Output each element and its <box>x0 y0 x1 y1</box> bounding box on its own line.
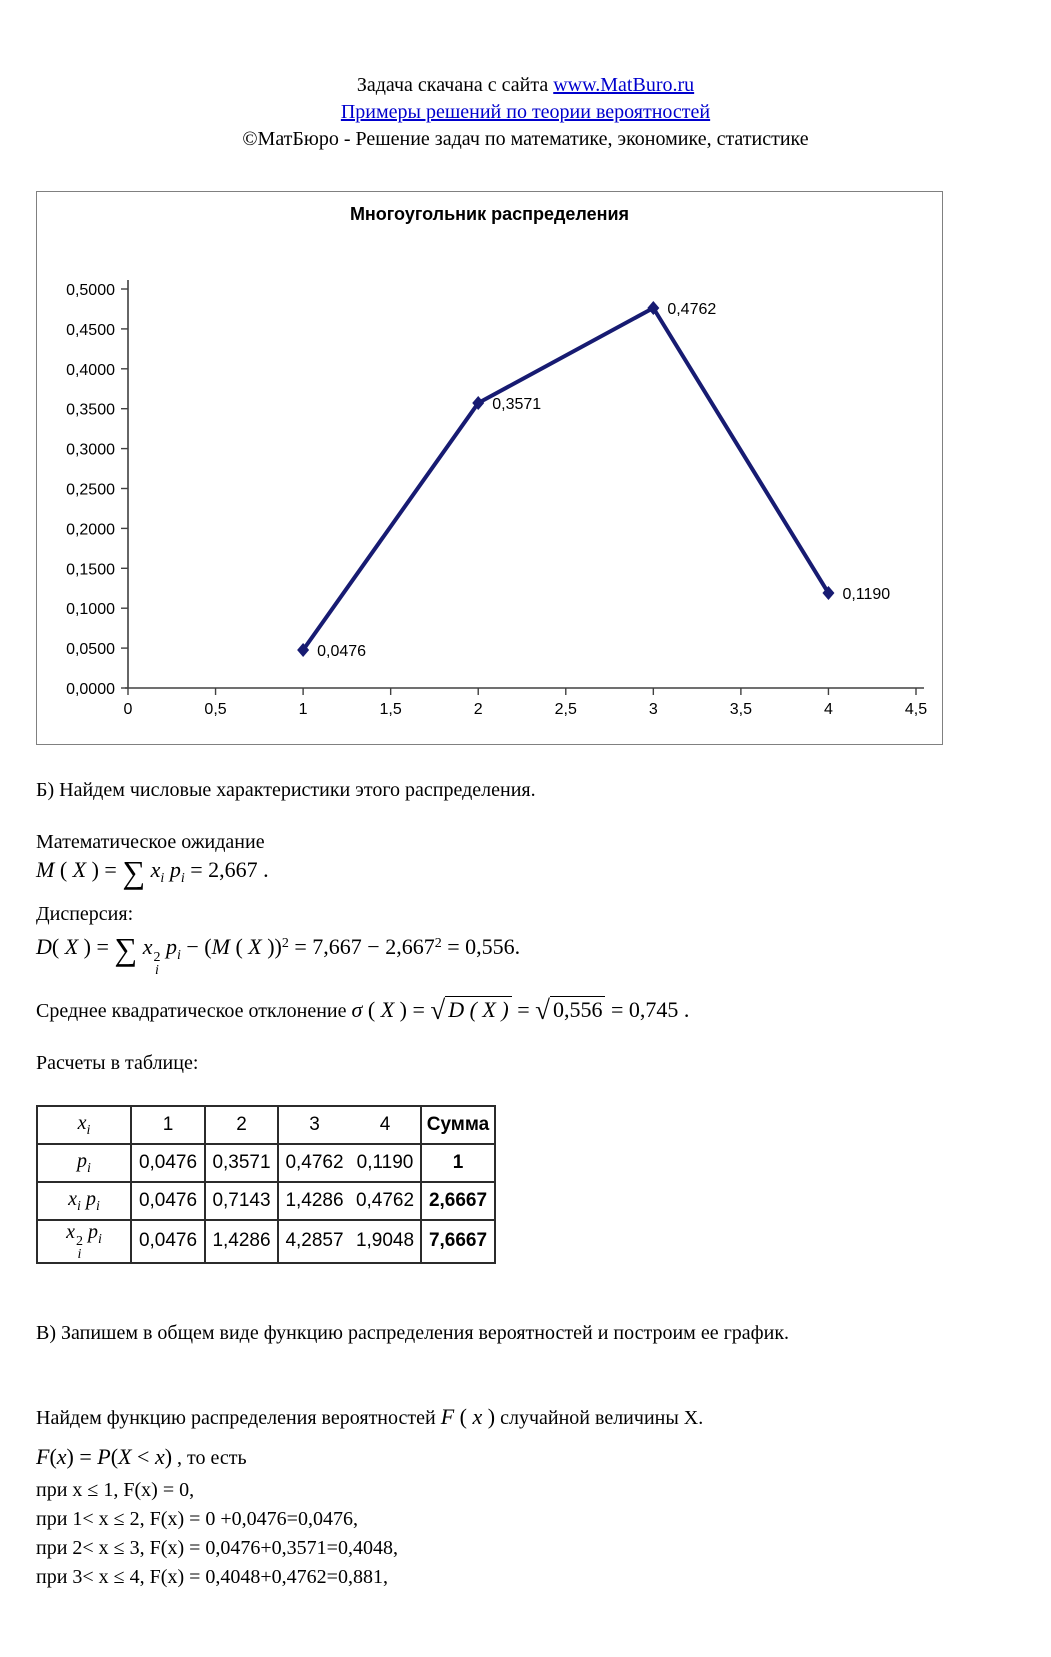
cell: 1 <box>131 1106 205 1144</box>
cell: 0,0476 <box>131 1220 205 1263</box>
chart-title: Многоугольник распределения <box>349 204 630 224</box>
cell: 1,4286 <box>205 1220 278 1263</box>
row-header-xipi: $x_i$ $p_i$ <box>37 1182 131 1220</box>
row-header-xi2pi: x 2 i $p_i$ <box>37 1220 131 1263</box>
header-line-1 <box>0 72 1051 99</box>
page-header <box>0 72 1051 153</box>
svg-text:0,4500: 0,4500 <box>66 321 115 339</box>
svg-text:0,3571: 0,3571 <box>492 396 542 414</box>
case-line-4: при 3< x ≤ 4, F(x) = 0,4048+0,4762=0,881, <box>36 1566 388 1588</box>
cell: 0,0476 <box>131 1144 205 1182</box>
cell: 0,4762 <box>350 1182 421 1220</box>
header-line-2 <box>0 99 1051 126</box>
svg-text:0,0476: 0,0476 <box>317 643 367 661</box>
cell: 1,4286 <box>278 1182 350 1220</box>
cell: 2 <box>205 1106 278 1144</box>
variance-label: Дисперсия: <box>36 903 134 925</box>
svg-text:0,4762: 0,4762 <box>667 300 717 318</box>
case-line-3: при 2< x ≤ 3, F(x) = 0,0476+0,3571=0,4048, <box>36 1537 398 1559</box>
cell: 0,7143 <box>205 1182 278 1220</box>
table-row-pi <box>37 1144 495 1182</box>
case-line-2: при 1< x ≤ 2, F(x) = 0 +0,0476=0,0476, <box>36 1508 358 1530</box>
svg-text:1,5: 1,5 <box>379 701 402 718</box>
cell-sum-header: Сумма <box>421 1106 495 1144</box>
svg-text:4: 4 <box>823 701 833 718</box>
row-header-xi: $x_i$ <box>37 1106 131 1144</box>
table-row-xi <box>37 1106 495 1144</box>
svg-text:0: 0 <box>123 701 133 718</box>
svg-text:0,3000: 0,3000 <box>66 441 115 459</box>
svg-text:3: 3 <box>648 701 658 718</box>
find-function-prefix: Найдем функцию распределения вероятностей <box>36 1407 441 1429</box>
cell: 0,3571 <box>205 1144 278 1182</box>
svg-text:1: 1 <box>298 701 308 718</box>
fx-inline: F ( x ) <box>440 1404 496 1429</box>
svg-text:2: 2 <box>473 701 483 718</box>
expectation-formula: M ( X ) = ∑ $x_i$ $p_i = 2,667$ . <box>36 854 269 890</box>
table-row-xi2pi <box>37 1220 495 1263</box>
calc-table <box>36 1105 496 1264</box>
fx-definition-formula: F(x) = P(X < x) <box>36 1444 173 1469</box>
cell: 0,0476 <box>131 1182 205 1220</box>
cell-sum: 2,6667 <box>421 1182 495 1220</box>
header-line-1-text: Задача скачана с сайта <box>356 74 554 96</box>
find-function-line <box>36 1403 1026 1432</box>
matburo-link[interactable]: www.MatBuro.ru <box>553 74 695 96</box>
expectation-label: Математическое ожидание <box>36 831 265 853</box>
heading-v: В) Запишем в общем виде функцию распределения вероятностей и построим ее график. <box>36 1322 790 1344</box>
fx-definition-line <box>36 1443 1026 1472</box>
distribution-polygon-chart <box>36 191 943 745</box>
svg-text:4,5: 4,5 <box>904 701 928 718</box>
copyright-line: ©МатБюро - Решение задач по математике, экономике, статистике <box>242 128 809 150</box>
svg-text:0,2500: 0,2500 <box>66 481 115 499</box>
svg-text:0,5000: 0,5000 <box>66 282 115 299</box>
examples-link[interactable]: Примеры решений по теории вероятностей <box>340 101 711 123</box>
stddev-label: Среднее квадратическое отклонение <box>36 1000 352 1022</box>
svg-text:0,1190: 0,1190 <box>842 586 891 604</box>
cell: 3 <box>278 1106 350 1144</box>
svg-text:0,2000: 0,2000 <box>66 521 115 539</box>
variance-formula: D( X ) = ∑ x 2 i $p_i - (M$ ( X ))$^2 = 7,667 - 2,667^2 = 0,556$. <box>36 931 521 979</box>
row-header-pi: $p_i$ <box>37 1144 131 1182</box>
cell-sum: 1 <box>421 1144 495 1182</box>
chart-plot-area <box>37 192 942 744</box>
svg-text:0,0000: 0,0000 <box>66 681 115 698</box>
cell: 4 <box>350 1106 421 1144</box>
svg-text:2,5: 2,5 <box>554 701 577 718</box>
cell: 4,2857 <box>278 1220 350 1263</box>
find-function-suffix: случайной величины X. <box>495 1407 704 1429</box>
table-row-xipi <box>37 1182 495 1220</box>
case-line-1: при x ≤ 1, F(x) = 0, <box>36 1479 195 1501</box>
cell: 0,1190 <box>350 1144 421 1182</box>
svg-text:0,4000: 0,4000 <box>66 361 115 379</box>
svg-text:3,5: 3,5 <box>729 701 753 718</box>
svg-text:0,1000: 0,1000 <box>66 601 115 619</box>
svg-text:0,1500: 0,1500 <box>66 561 115 579</box>
stddev-formula: σ ( X ) = √ D ( X ) = √ 0,556 = 0,745 . <box>351 995 690 1025</box>
cell: 0,4762 <box>278 1144 350 1182</box>
heading-b: Б) Найдем числовые характеристики этого распределения. <box>36 779 536 801</box>
fx-definition-suffix: , то есть <box>172 1447 247 1469</box>
cell-sum: 7,6667 <box>421 1220 495 1263</box>
svg-text:0,0500: 0,0500 <box>66 641 115 659</box>
stddev-line <box>36 995 1026 1025</box>
svg-text:0,3500: 0,3500 <box>66 401 115 419</box>
table-intro: Расчеты в таблице: <box>36 1052 199 1074</box>
cell: 1,9048 <box>350 1220 421 1263</box>
svg-text:0,5: 0,5 <box>204 701 227 718</box>
